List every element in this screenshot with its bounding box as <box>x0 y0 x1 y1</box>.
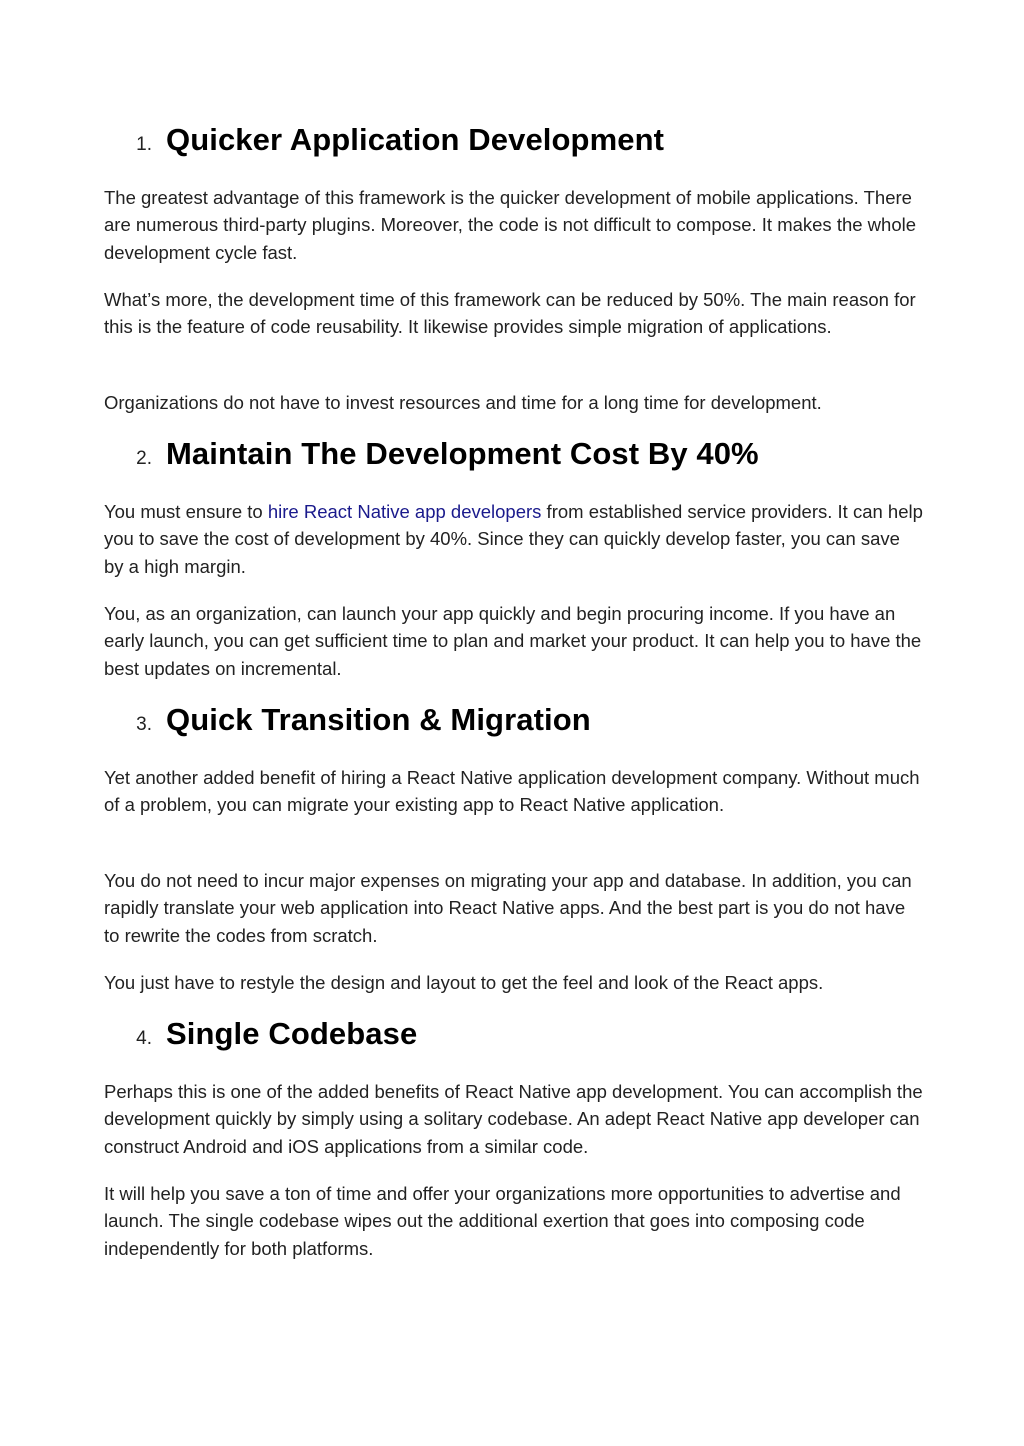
paragraph: Perhaps this is one of the added benefits of React Native app development. You can accomplish the development quickly by simply using a solitary codebase. An adept React Native app developer can construct Android and iOS applications from a similar code. <box>104 1081 923 1157</box>
paragraph: You just have to restyle the design and layout to get the feel and look of the React apps. <box>104 972 824 993</box>
section-title: Quicker Application Development <box>166 122 665 157</box>
paragraph: The greatest advantage of this framework is the quicker development of mobile applications. There are numerous third-party plugins. Moreover, the code is not difficult to compose. It makes the whole development cycle fast. <box>104 187 917 263</box>
section-heading-quicker-development <box>104 122 924 162</box>
section-heading-development-cost <box>104 436 924 476</box>
paragraph-text: You must ensure to <box>104 501 268 522</box>
paragraph: You do not need to incur major expenses on migrating your app and database. In addition, you can rapidly translate your web application into React Native apps. And the best part is you do not have to rewrite the codes from scratch. <box>104 870 912 946</box>
section-number: 2. <box>136 448 152 469</box>
section-number: 4. <box>136 1028 152 1049</box>
section-number: 3. <box>136 714 152 735</box>
hire-developers-link[interactable]: hire React Native app developers <box>267 501 542 522</box>
section-heading-transition-migration <box>104 702 924 742</box>
paragraph: You, as an organization, can launch your app quickly and begin procuring income. If you have an early launch, you can get sufficient time to plan and market your product. It can help you to have the best updates on incremental. <box>104 603 922 679</box>
section-title: Single Codebase <box>166 1016 418 1051</box>
section-title: Maintain The Development Cost By 40% <box>166 436 759 471</box>
paragraph: Organizations do not have to invest resources and time for a long time for development. <box>104 392 822 413</box>
section-heading-single-codebase <box>104 1016 924 1056</box>
section-number: 1. <box>136 134 152 155</box>
paragraph: What’s more, the development time of this framework can be reduced by 50%. The main reason for this is the feature of code reusability. It likewise provides simple migration of applications. <box>104 289 916 338</box>
paragraph-with-link <box>104 498 924 580</box>
paragraph: Yet another added benefit of hiring a React Native application development company. Without much of a problem, you can migrate your existing app to React Native application. <box>104 767 920 816</box>
paragraph: It will help you save a ton of time and offer your organizations more opportunities to advertise and launch. The single codebase wipes out the additional exertion that goes into composing code independently for both platforms. <box>104 1183 901 1259</box>
paragraph-text: from established service providers. It can help you to save the cost of development by 40%. Since they can quickly develop faster, you can save by a high margin. <box>104 501 923 577</box>
section-title: Quick Transition & Migration <box>166 702 591 737</box>
